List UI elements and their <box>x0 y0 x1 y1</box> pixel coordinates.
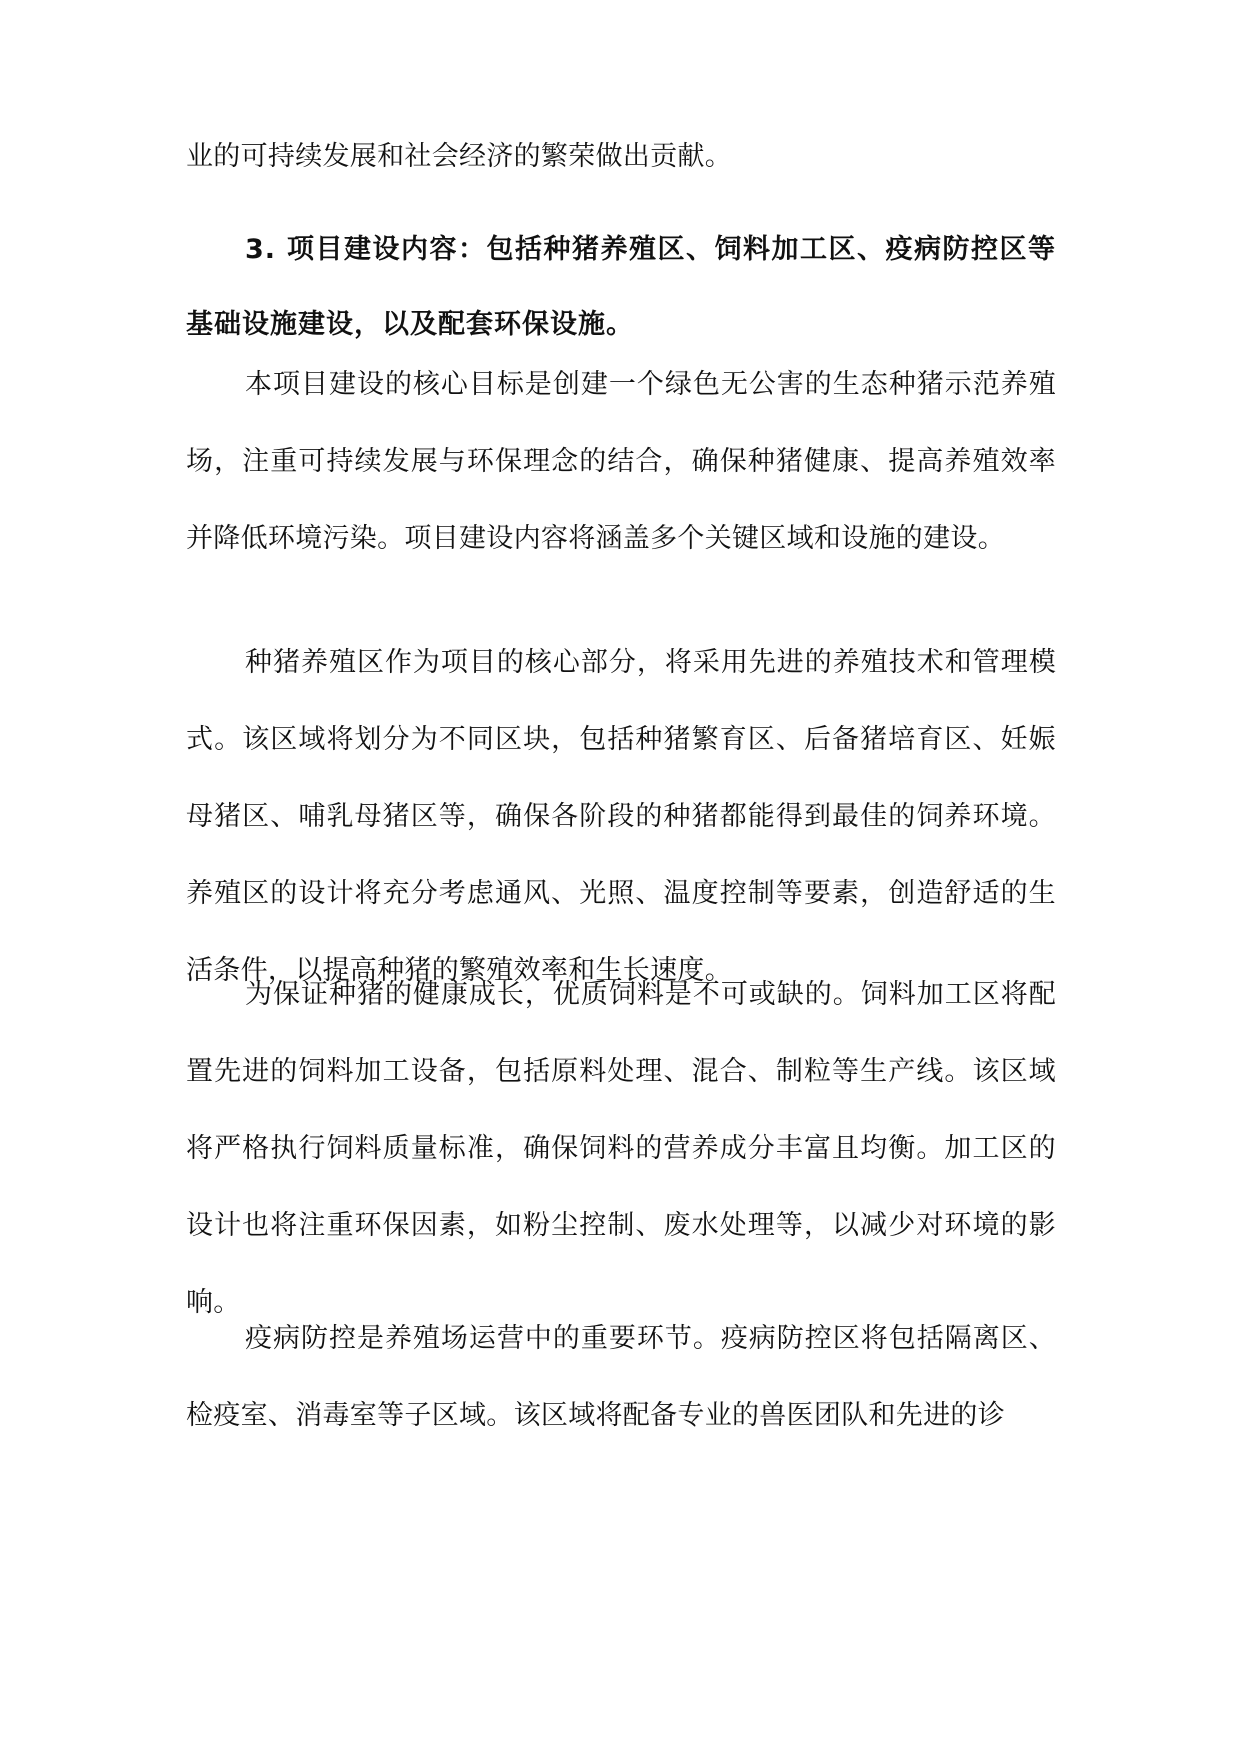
section-heading: 3. 项目建设内容：包括种猪养殖区、饲料加工区、疫病防控区等基础设施建设，以及配套环保设施。 <box>186 234 1056 340</box>
paragraph: 种猪养殖区作为项目的核心部分，将采用先进的养殖技术和管理模式。该区域将划分为不同区块，包括种猪繁育区、后备猪培育区、妊娠母猪区、哺乳母猪区等，确保各阶段的种猪都能得到最佳的饲养环境。养殖区的设计将充分考虑通风、光照、温度控制等要素，创造舒适的生活条件，以提高种猪的繁殖效率和生长速度。 <box>186 647 1056 986</box>
paragraph: 本项目建设的核心目标是创建一个绿色无公害的生态种猪示范养殖场，注重可持续发展与环保理念的结合，确保种猪健康、提高养殖效率并降低环境污染。项目建设内容将涵盖多个关键区域和设施的建设。 <box>186 369 1056 554</box>
paragraph: 为保证种猪的健康成长，优质饲料是不可或缺的。饲料加工区将配置先进的饲料加工设备，包括原料处理、混合、制粒等生产线。该区域将严格执行饲料质量标准，确保饲料的营养成分丰富且均衡。加工区的设计也将注重环保因素，如粉尘控制、废水处理等，以减少对环境的影响。 <box>186 979 1056 1318</box>
paragraph: 疫病防控是养殖场运营中的重要环节。疫病防控区将包括隔离区、检疫室、消毒室等子区域。该区域将配备专业的兽医团队和先进的诊 <box>186 1323 1056 1431</box>
continuation-text: 业的可持续发展和社会经济的繁荣做出贡献。 <box>186 141 732 172</box>
